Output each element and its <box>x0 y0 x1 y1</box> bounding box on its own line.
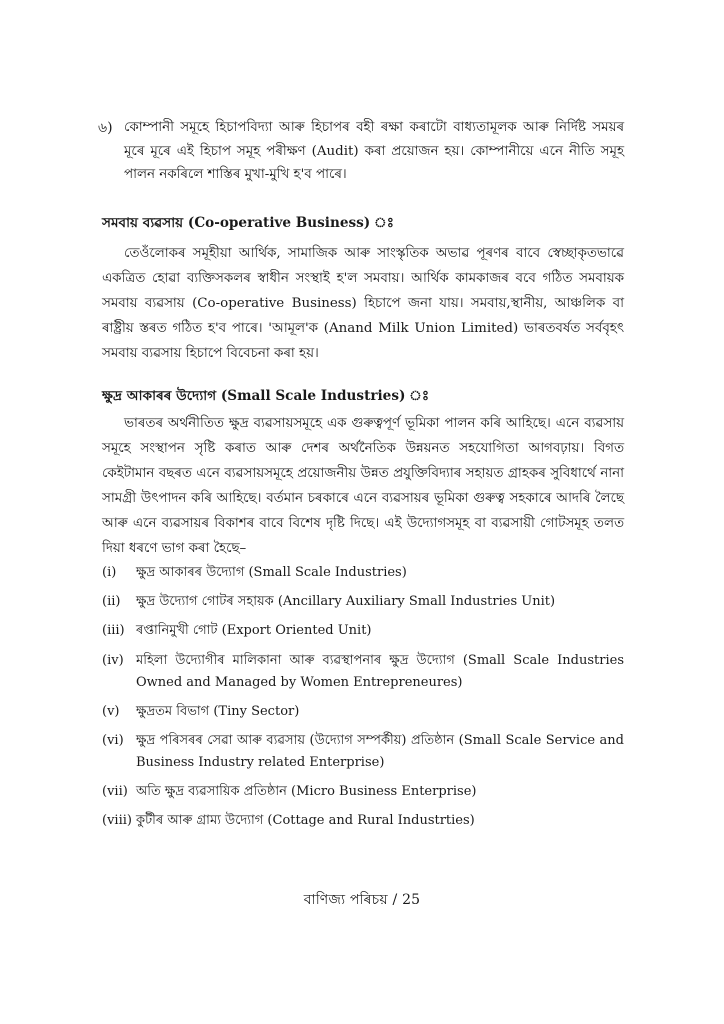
list-item-number: (iii) <box>102 623 125 639</box>
list-item-text: কুটীৰ আৰু গ্ৰাম্য উদ্যোগ (Cottage and Rural Industrties) <box>136 813 475 829</box>
list-item-number: (ii) <box>102 594 121 610</box>
list-item-number: (i) <box>102 565 117 580</box>
list-item-text: অতি ক্ষুদ্ৰ ব্যৱসায়িক প্ৰতিষ্ঠান (Micro Business Enterprise) <box>136 784 477 800</box>
list-item-text: ক্ষুদ্ৰ উদ্যোগ গোটৰ সহায়ক (Ancillary Auxiliary Small Industries Unit) <box>136 594 556 610</box>
list-item <box>102 810 624 832</box>
list-item-text: ৰপ্তানিমুখী গোট (Export Oriented Unit) <box>136 623 372 639</box>
list-item <box>102 730 624 774</box>
cooperative-paragraph: তেওঁলোকৰ সমূহীয়া আৰ্থিক, সামাজিক আৰু সাংস্কৃতিক অভাৱ পূৰণৰ বাবে স্বেচ্ছাকৃতভাৱে একত্ৰিত হোৱা ব্যক্তিসকলৰ স্বাধীন সংস্থাই হ'ল সমবায়। আৰ্থিক কামকাজৰ ববে গঠিত সমবায়ক সমবায় ব্যৱসায় (Co-operative Business) হিচাপে জনা যায়। সমবায়,স্থানীয়, আঞ্চলিক বা ৰাষ্ট্ৰীয় স্তৰত গঠিত হ'ব পাৰে। 'আমূল'ক (Anand Milk Union Limited) ভাৰতবৰ্ষত সৰ্ববৃহৎ সমবায় ব্যৱসায় হিচাপে বিবেচনা কৰা হয়। <box>102 246 624 361</box>
list-item <box>102 781 624 803</box>
list-item <box>102 650 624 694</box>
list-item-number: (v) <box>102 703 120 719</box>
list-item-text: ক্ষুদ্ৰ আকাৰৰ উদ্যোগ (Small Scale Industries) <box>136 565 407 580</box>
list-item-number: (viii) <box>102 813 132 829</box>
list-item-text: ক্ষুদ্ৰ পৰিসৰৰ সেৱা আৰু ব্যৱসায় (উদ্যোগ সম্পৰ্কীয়) প্ৰতিষ্ঠান (Small Scale Service and Business Industry related Enterprise) <box>136 732 624 770</box>
industry-types-list <box>102 562 624 840</box>
point-6 <box>98 116 624 187</box>
list-item-number: (vii) <box>102 784 128 800</box>
cooperative-heading: সমবায় ব্যৱসায় (Co-operative Business) ঃ <box>102 215 394 231</box>
point-6-text: কোম্পানী সমূহে হিচাপবিদ্যা আৰু হিচাপৰ বহী ৰক্ষা কৰাটো বাধ্যতামূলক আৰু নিৰ্দিষ্ট সময়ৰ মূৰে মূৰে এই হিচাপ সমূহ পৰীক্ষণ (Audit) কৰা প্ৰয়োজন হয়। কোম্পানীয়ে এনে নীতি সমূহ পালন নকৰিলে শাস্তিৰ মুখা-মুখি হ'ব পাৰে। <box>124 120 624 182</box>
list-item-text: মহিলা উদ্যোগীৰ মালিকানা আৰু ব্যৱস্থাপনাৰ ক্ষুদ্ৰ উদ্যোগ (Small Scale Industries Owned and Managed by Women Entrepreneures) <box>136 652 624 690</box>
list-item-number: (vi) <box>102 732 124 748</box>
cooperative-section <box>102 241 624 366</box>
page-footer: বাণিজ্য পৰিচয় / 25 <box>303 892 421 908</box>
small-scale-section <box>102 411 624 561</box>
small-scale-paragraph: ভাৰতৰ অৰ্থনীতিত ক্ষুদ্ৰ ব্যৱসায়সমূহে এক গুৰুত্বপূৰ্ণ ভূমিকা পালন কৰি আহিছে। এনে ব্যৱসায় সমূহে সংস্থাপন সৃষ্টি কৰাত আৰু দেশৰ অৰ্থনৈতিক উন্নয়নত সহযোগিতা আগবঢ়ায়। বিগত কেইটামান বছৰত এনে ব্যৱসায়সমূহে প্ৰয়োজনীয় উন্নত প্ৰযুক্তিবিদ্যাৰ সহায়ত গ্ৰাহকৰ সুবিধাৰ্থে নানা সামগ্ৰী উৎপাদন কৰি আহিছে। বৰ্তমান চৰকাৰে এনে ব্যৱসায়ৰ ভূমিকা গুৰুত্ব সহকাৰে আদৰি লৈছে আৰু এনে ব্যৱসায়ৰ বিকাশৰ বাবে বিশেষ দৃষ্টি দিছে। এই উদ্যোগসমূহ বা ব্যৱসায়ী গোটসমূহ তলত দিয়া ধৰণে ভাগ কৰা হৈছে– <box>102 416 624 556</box>
list-item <box>102 562 624 584</box>
small-scale-heading: ক্ষুদ্ৰ আকাৰৰ উদ্যোগ (Small Scale Industries) ঃ <box>102 388 430 404</box>
list-item-number: (iv) <box>102 652 124 668</box>
list-item <box>102 620 624 642</box>
list-item-text: ক্ষুদ্ৰতম বিভাগ (Tiny Sector) <box>136 703 300 719</box>
point-6-number: ৬) <box>98 120 113 136</box>
list-item <box>102 591 624 613</box>
list-item <box>102 701 624 723</box>
